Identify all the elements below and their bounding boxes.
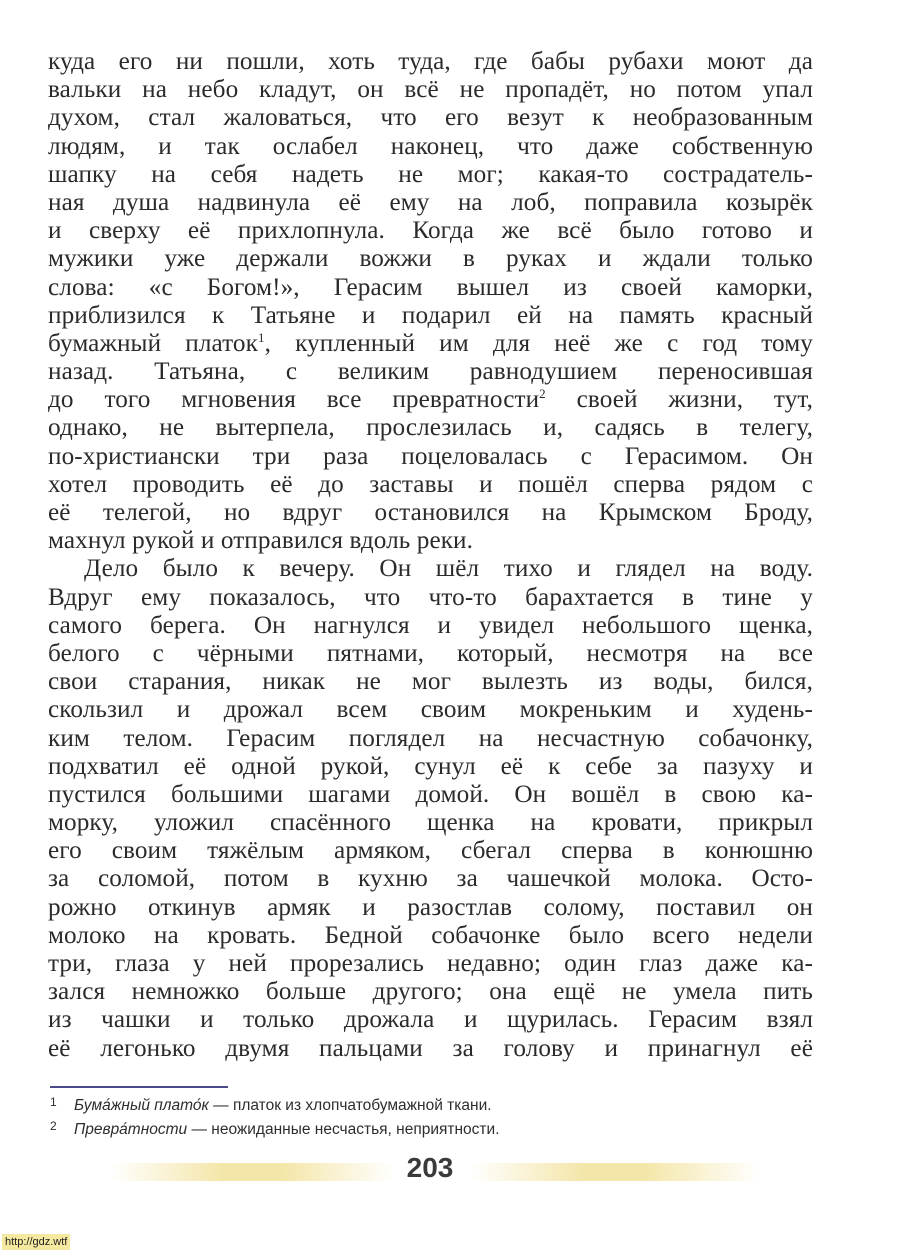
text-line: слова: «с Богом!», Герасим вышел из своей каморки, (48, 273, 813, 301)
footnote-definition: — неожиданные несчастья, неприятности. (187, 1121, 500, 1138)
footnote-ref[interactable]: 1 (257, 329, 265, 345)
page-number-band-right (470, 1163, 760, 1181)
text-line (48, 386, 813, 414)
text-line: духом, стал жаловаться, что его везут к необразованным (48, 104, 813, 132)
text-line: скользил и дрожал всем своим мокреньким и худень- (48, 696, 813, 724)
footnote-term: Бума́жный плато́к (74, 1097, 209, 1114)
footnote-divider (50, 1086, 228, 1088)
text-line: мужики уже держали вожжи в руках и ждали только (48, 245, 813, 273)
text-fragment: до того мгновения все превратности (48, 386, 540, 414)
text-line: приблизился к Татьяне и подарил ей на память красный (48, 301, 813, 329)
footnote-ref[interactable]: 2 (539, 386, 546, 402)
text-line: зался немножко больше другого; она ещё не умела пить (48, 978, 813, 1006)
text-fragment: бумажный платок (48, 329, 258, 357)
text-line: её телегой, но вдруг остановился на Крымском Броду, (48, 499, 813, 526)
text-line: вальки на небо кладут, он всё не пропадёт, но потом упал (48, 76, 813, 104)
footnote-number: 1 (50, 1095, 57, 1109)
text-line: молоко на кровать. Бедной собачонке было всего недели (48, 921, 813, 949)
text-line: его своим тяжёлым армяком, сбегал сперва в конюшню (48, 837, 813, 865)
watermark-link[interactable]: http://gdz.wtf (2, 1234, 70, 1250)
footnote (50, 1090, 850, 1114)
text-line: за соломой, потом в кухню за чашечкой молока. Осто- (48, 865, 813, 893)
text-line: шапку на себя надеть не мог; какая-то сострадатель- (48, 160, 813, 188)
text-line: свои старания, никак не мог вылезть из воды, бился, (48, 668, 813, 696)
text-line: самого берега. Он нагнулся и увидел небольшого щенка, (48, 611, 813, 639)
body-text (48, 48, 813, 1091)
text-line: однако, не вытерпела, прослезилась и, садясь в телегу, (48, 414, 813, 442)
text-line: рожно откинув армяк и разостлав солому, поставил он (48, 893, 813, 921)
footnote-number: 2 (50, 1119, 57, 1133)
text-line: людям, и так ослабел наконец, что даже собственную (48, 132, 813, 160)
footnote-term: Превра́тности (74, 1121, 188, 1138)
footnotes (50, 1090, 850, 1138)
text-fragment: своей жизни, тут, (545, 386, 813, 414)
text-line: из чашки и только дрожала и щурилась. Герасим взял (48, 1006, 813, 1034)
text-line: её легонько двумя пальцами за голову и принагнул её (48, 1034, 813, 1062)
text-line: ная душа надвинула её ему на лоб, поправила козырёк (48, 188, 813, 216)
text-line: три, глаза у ней прорезались недавно; один глаз даже ка- (48, 950, 813, 977)
footnote (50, 1114, 850, 1138)
text-line: ким телом. Герасим поглядел на несчастную собачонку, (48, 724, 813, 752)
text-fragment: , купленный им для неё же с год тому (264, 329, 813, 357)
text-line: морку, уложил спасённого щенка на кровати, прикрыл (48, 809, 813, 837)
text-line: подхватил её одной рукой, сунул её к себе за пазуху и (48, 752, 813, 780)
text-line: Вдруг ему показалось, что что-то барахтается в тине у (48, 583, 813, 611)
text-line (48, 330, 813, 358)
text-line: назад. Татьяна, с великим равнодушием переносившая (48, 358, 813, 386)
text-line: и сверху её прихлопнула. Когда же всё было готово и (48, 217, 813, 245)
text-line: по-христиански три раза поцеловалась с Герасимом. Он (48, 442, 813, 470)
text-line: пустился большими шагами домой. Он вошёл в свою ка- (48, 780, 813, 808)
text-line: хотел проводить её до заставы и пошёл сперва рядом с (48, 470, 813, 498)
text-line: Дело было к вечеру. Он шёл тихо и глядел на воду. (84, 555, 813, 583)
text-line: белого с чёрными пятнами, который, несмотря на все (48, 639, 813, 667)
page-number-band-left (110, 1163, 395, 1181)
text-line: махнул рукой и отправился вдоль реки. (48, 527, 474, 555)
page-number: 203 (406, 1152, 454, 1183)
footnote-definition: — платок из хлопчатобумажной ткани. (208, 1097, 492, 1114)
text-line: куда его ни пошли, хоть туда, где бабы рубахи моют да (48, 48, 813, 75)
